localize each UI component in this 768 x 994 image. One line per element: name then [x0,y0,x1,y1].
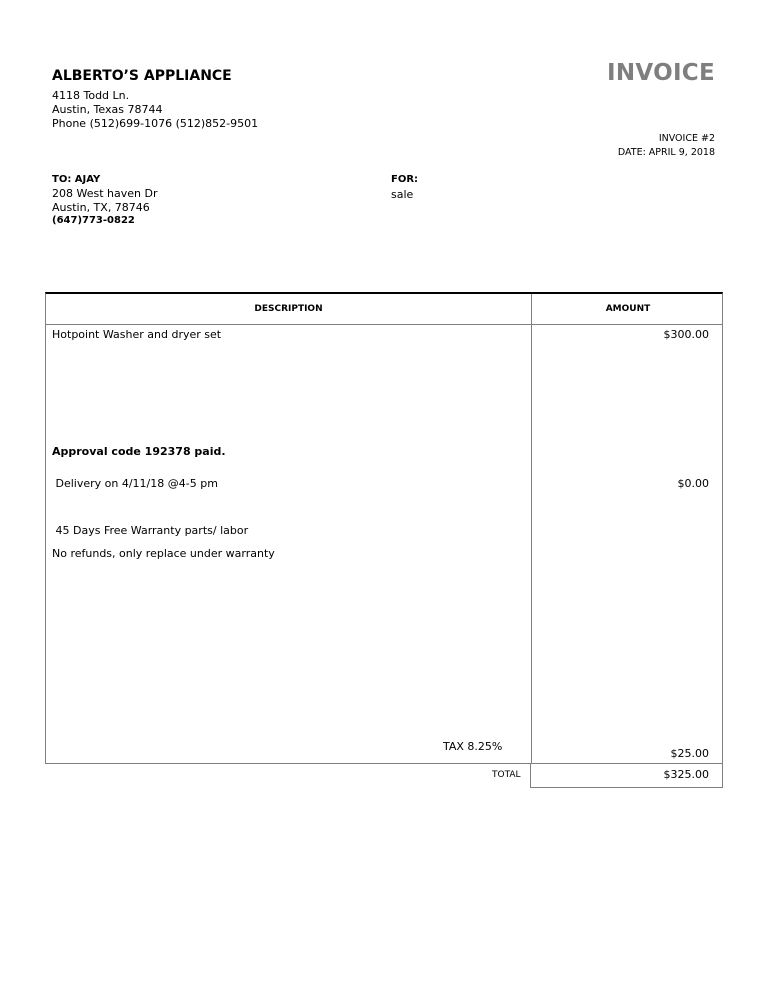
total-label: TOTAL [492,770,521,780]
delivery-amount: $0.00 [677,477,709,490]
approval-note: Approval code 192378 paid. [52,445,226,458]
invoice-number: INVOICE #2 [658,133,715,144]
for-value: sale [391,188,414,201]
line-item-amount: $300.00 [663,328,709,341]
line-item-description: Hotpoint Washer and dryer set [52,328,222,341]
invoice-date: DATE: APRIL 9, 2018 [617,147,715,158]
warranty-note: 45 Days Free Warranty parts/ labor [52,524,249,537]
for-label: FOR: [391,174,419,185]
tax-amount: $25.00 [670,747,709,760]
bill-to-address-line1: 208 West haven Dr [52,187,158,200]
company-name: ALBERTO’S APPLIANCE [52,68,232,84]
delivery-note: Delivery on 4/11/18 @4-5 pm [52,477,218,490]
total-amount: $325.00 [663,768,709,781]
refund-note: No refunds, only replace under warranty [52,547,275,560]
bill-to-phone: (647)773-0822 [52,215,135,226]
tax-label: TAX 8.25% [443,740,503,753]
company-address-line2: Austin, Texas 78744 [52,103,163,116]
invoice-title: INVOICE [606,60,715,86]
bill-to-label: TO: AJAY [52,174,101,185]
company-address-line1: 4118 Todd Ln. [52,89,130,102]
header-divider [46,324,722,325]
amount-header: AMOUNT [605,304,651,314]
bill-to-address-line2: Austin, TX, 78746 [52,201,150,214]
column-divider [531,294,532,763]
description-header: DESCRIPTION [254,304,323,314]
company-phone: Phone (512)699-1076 (512)852-9501 [52,117,259,130]
